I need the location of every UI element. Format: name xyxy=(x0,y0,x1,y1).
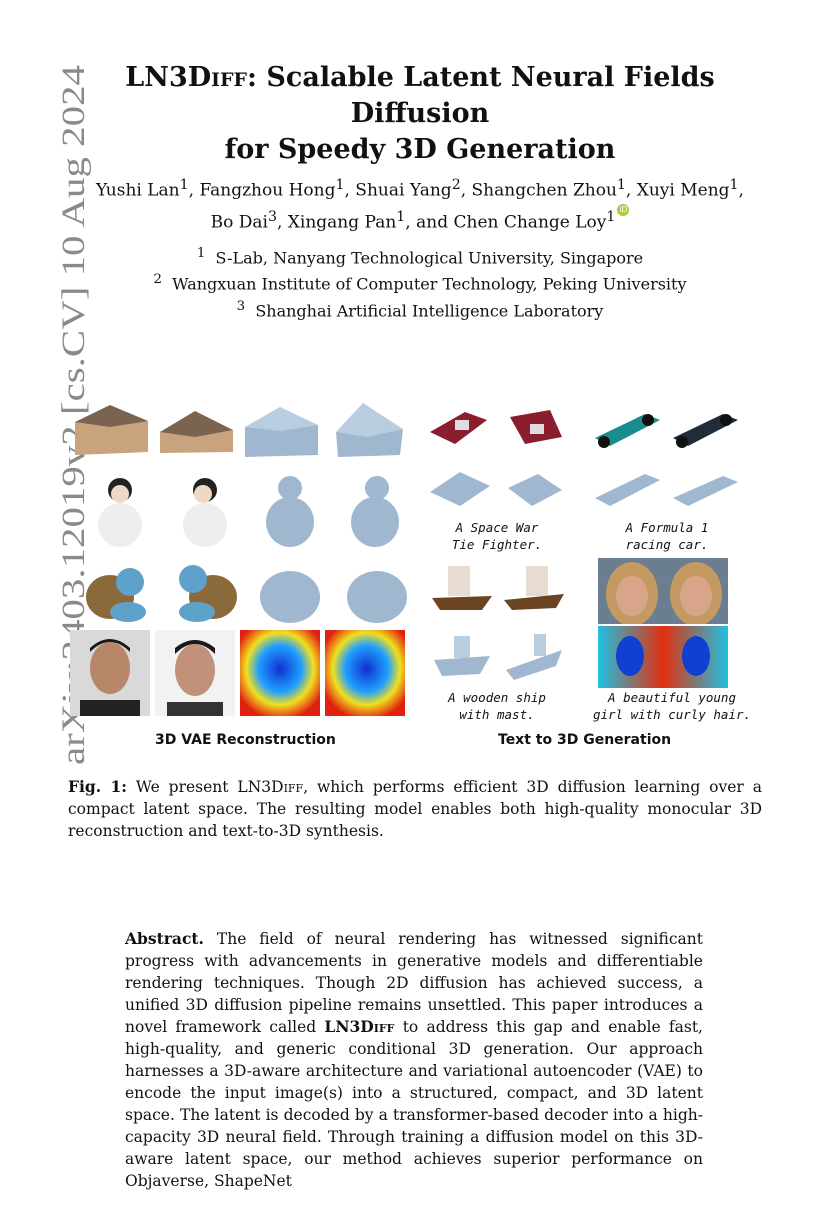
house-reconstruction-image xyxy=(155,397,235,461)
author: Shangchen Zhou xyxy=(471,180,617,201)
ship-render-1 xyxy=(428,560,496,615)
figurine-reconstruction-image xyxy=(165,470,245,550)
text-to-3d-heading: Text to 3D Generation xyxy=(498,732,672,748)
author: Xuyi Meng xyxy=(636,180,730,201)
face-reconstruction-image xyxy=(155,630,235,716)
affiliations xyxy=(100,243,740,322)
face-depth-map-front xyxy=(240,630,320,716)
prompt-formula-car: A Formula 1 racing car. xyxy=(625,520,709,552)
tie-fighter-geometry-1 xyxy=(425,464,495,512)
tie-fighter-render-1 xyxy=(425,402,495,450)
orcid-icon[interactable]: iD xyxy=(619,204,628,214)
paper-title: LN3Diff: Scalable Latent Neural Fields Diffusion for Speedy 3D Generation xyxy=(125,62,715,165)
tie-fighter-render-2 xyxy=(500,402,570,450)
house-geometry-side xyxy=(328,397,408,461)
house-geometry-front xyxy=(240,397,320,461)
figurine-geometry-side xyxy=(335,470,415,550)
turtle-input-image xyxy=(80,557,160,629)
face-depth-map-side xyxy=(325,630,405,716)
teaser-figure xyxy=(70,392,760,762)
ship-render-2 xyxy=(500,560,568,615)
vae-reconstruction-heading: 3D VAE Reconstruction xyxy=(155,732,336,748)
prompt-tie-fighter: A Space War Tie Fighter. xyxy=(451,520,543,552)
formula-car-geometry-2 xyxy=(668,464,743,512)
author: Yushi Lan xyxy=(96,180,180,201)
formula-car-render-1 xyxy=(590,404,665,452)
face-input-image xyxy=(70,630,150,716)
affiliation: $^2$ Wangxuan Institute of Computer Technology, Peking University xyxy=(153,272,687,294)
formula-car-geometry-1 xyxy=(590,464,665,512)
tie-fighter-geometry-2 xyxy=(500,464,570,512)
author-list: Yushi Lan$^1$, Fangzhou Hong$^1$, Shuai Yang$^2$, Shangchen Zhou$^1$, Xuyi Meng$^1$, Bo Dai$^3$, Xingang Pan$^1$, and Chen Change Loy$^1$ iD xyxy=(96,177,744,233)
girl-render-image xyxy=(598,558,728,624)
author: Fangzhou Hong xyxy=(199,180,336,201)
formula-car-render-2 xyxy=(668,404,743,452)
affiliation: $^3$ Shanghai Artificial Intelligence Laboratory xyxy=(236,298,604,320)
figurine-geometry-front xyxy=(250,470,330,550)
ship-geometry-1 xyxy=(428,630,496,685)
author: Xingang Pan xyxy=(287,212,397,233)
girl-depth-map xyxy=(598,626,728,688)
ship-geometry-2 xyxy=(500,630,568,685)
prompt-ship: A wooden ship with mast. xyxy=(448,690,546,722)
abstract: Abstract. The field of neural rendering has witnessed significant progress with advancements in generative models and differentiable rendering techniques. Though 2D diffusion has achieved success, a unified 3D diffusion pipeline remains unsettled. This paper introduces a novel framework called LN3Diff to address this gap and enable fast, high-quality, and generic conditional 3D generation. Our approach harnesses a 3D-aware architecture and variational autoencoder (VAE) to encode the input image(s) into a structured, compact, and 3D latent space. The latent is decoded by a transformer-based decoder into a high-capacity 3D neural field. Through training a diffusion model on this 3D-aware latent space, our method achieves superior performance on Objaverse, ShapeNet xyxy=(125,929,703,1190)
figure-caption: Fig. 1: We present LN3Diff, which performs efficient 3D diffusion learning over a compact latent space. The resulting model enables both high-quality monocular 3D reconstruction and text-to-3D synthesis. xyxy=(68,777,762,840)
author: Shuai Yang xyxy=(355,180,452,201)
author: Bo Dai xyxy=(210,212,268,233)
turtle-geometry-front xyxy=(250,557,330,629)
affiliation: $^1$ S-Lab, Nanyang Technological University, Singapore xyxy=(196,246,644,268)
figurine-input-image xyxy=(80,470,160,550)
house-input-image xyxy=(70,397,150,461)
prompt-girl: A beautiful young girl with curly hair. xyxy=(592,690,752,722)
arxiv-stamp-text: arXiv:2403.12019v2 [cs.CV] 10 Aug 2024 xyxy=(56,200,92,765)
author: Chen Change Loy xyxy=(453,212,607,233)
turtle-geometry-side xyxy=(335,557,415,629)
turtle-reconstruction-image xyxy=(165,557,245,629)
